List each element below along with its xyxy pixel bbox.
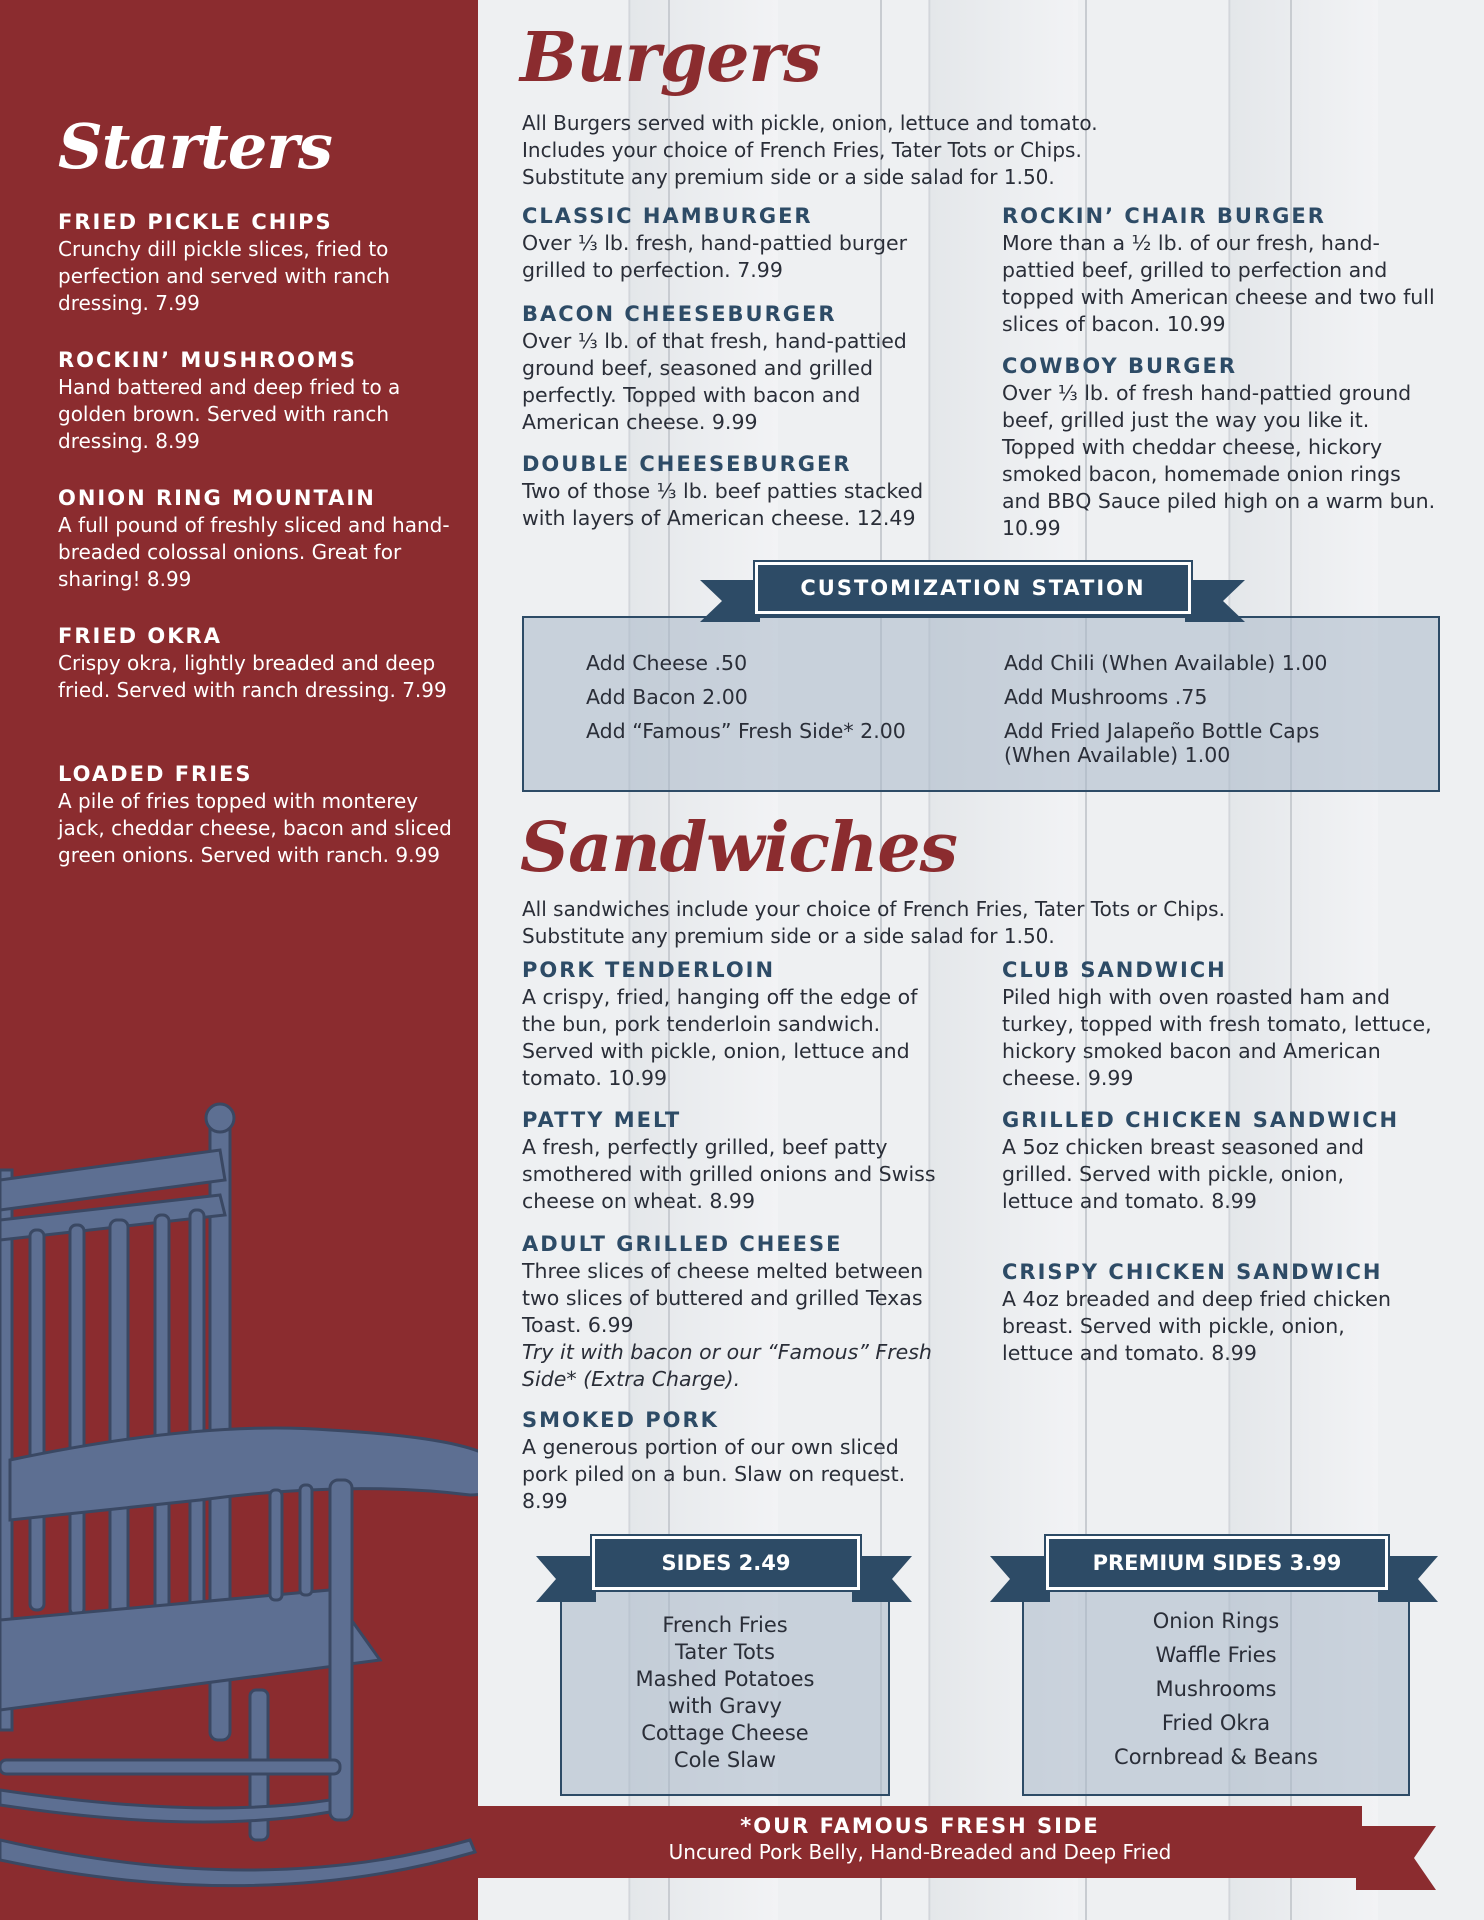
menu-item: [522, 202, 962, 284]
burgers-intro: [522, 110, 1222, 191]
menu-item: [522, 1406, 922, 1515]
item-name: FRIED OKRA: [58, 624, 222, 648]
option-line: Add Chili (When Available) 1.00: [1004, 651, 1328, 675]
menu-item: [1002, 1106, 1412, 1215]
item-name: DOUBLE CHEESEBURGER: [522, 452, 852, 476]
item-name: ROCKIN’ MUSHROOMS: [58, 348, 357, 372]
item-name: FRIED PICKLE CHIPS: [58, 210, 333, 234]
menu-item: [522, 300, 962, 436]
item-desc: More than a ½ lb. of our fresh, hand-pattied beef, grilled to perfection and topped with American cheese and two full slices of bacon. 10.99: [1002, 231, 1435, 336]
item-name: ONION RING MOUNTAIN: [58, 486, 376, 510]
footer-subtitle: Uncured Pork Belly, Hand-Breaded and Deep Fried: [668, 1840, 1172, 1864]
option-line: Add Mushrooms .75: [1004, 685, 1208, 709]
menu-item: [522, 1230, 962, 1393]
item-name: CLASSIC HAMBURGER: [522, 204, 813, 228]
side-item: Mushrooms: [1155, 1677, 1277, 1701]
item-name: PORK TENDERLOIN: [522, 958, 776, 982]
side-item: with Gravy: [668, 1694, 782, 1718]
item-desc: Three slices of cheese melted between two slices of buttered and grilled Texas Toast. 6.99: [522, 1259, 924, 1337]
item-desc: Over ⅓ lb. of that fresh, hand-pattied ground beef, seasoned and grilled perfectly. Topped with bacon and American cheese. 9.99: [522, 329, 907, 434]
option-line: (When Available) 1.00: [1004, 743, 1231, 767]
item-desc: Piled high with oven roasted ham and turkey, topped with fresh tomato, lettuce, hickory smoked bacon and American cheese. 9.99: [1002, 985, 1432, 1090]
intro-line: Substitute any premium side or a side salad for 1.50.: [522, 165, 1055, 189]
item-name: ADULT GRILLED CHEESE: [522, 1232, 843, 1256]
intro-line: Includes your choice of French Fries, Tater Tots or Chips.: [522, 138, 1082, 162]
side-item: Cole Slaw: [673, 1748, 777, 1772]
famous-side-footer: [478, 1806, 1362, 1878]
option-line: Add “Famous” Fresh Side* 2.00: [586, 719, 906, 743]
item-name: SMOKED PORK: [522, 1408, 719, 1432]
item-name: LOADED FRIES: [58, 762, 253, 786]
menu-item: [522, 956, 952, 1092]
starters-title: Starters: [58, 110, 332, 183]
item-desc: A pile of fries topped with monterey jack, cheddar cheese, bacon and sliced green onions. Served with ranch. 9.99: [58, 789, 452, 867]
sides-list: [562, 1612, 888, 1774]
item-name: CLUB SANDWICH: [1002, 958, 1227, 982]
item-name: ROCKIN’ CHAIR BURGER: [1002, 204, 1326, 228]
item-note: Try it with bacon or our “Famous” Fresh Side* (Extra Charge).: [522, 1340, 932, 1391]
starter-item: [58, 348, 458, 455]
item-desc: A full pound of freshly sliced and hand-breaded colossal onions. Great for sharing! 8.99: [58, 513, 450, 591]
starter-item: [58, 624, 458, 704]
item-desc: Two of those ⅓ lb. beef patties stacked with layers of American cheese. 12.49: [522, 479, 924, 530]
side-item: Onion Rings: [1152, 1609, 1280, 1633]
item-desc: Over ⅓ lb. of fresh hand-pattied ground beef, grilled just the way you like it. Topped with cheddar cheese, hickory smoked bacon, homemade onion rings and BBQ Sauce piled high on a warm bun. 10.99: [1002, 381, 1436, 540]
item-desc: A 4oz breaded and deep fried chicken breast. Served with pickle, onion, lettuce and tomato. 8.99: [1002, 1287, 1392, 1365]
side-item: Cornbread & Beans: [1114, 1745, 1318, 1769]
starters-panel: [0, 0, 478, 1920]
side-item: Mashed Potatoes: [635, 1667, 815, 1691]
option-line: Add Cheese .50: [586, 651, 748, 675]
item-desc: Crispy okra, lightly breaded and deep fried. Served with ranch dressing. 7.99: [58, 651, 447, 702]
item-name: BACON CHEESEBURGER: [522, 302, 837, 326]
option-line: Add Bacon 2.00: [586, 685, 748, 709]
menu-item: [1002, 202, 1442, 338]
side-item: Tater Tots: [675, 1640, 775, 1664]
item-name: GRILLED CHICKEN SANDWICH: [1002, 1108, 1400, 1132]
sandwiches-intro: [522, 896, 1282, 950]
side-item: Cottage Cheese: [641, 1721, 809, 1745]
premium-sides-banner: PREMIUM SIDES 3.99: [1046, 1536, 1388, 1590]
customization-box: [522, 616, 1440, 792]
footer-title: *OUR FAMOUS FRESH SIDE: [740, 1814, 1100, 1838]
item-desc: Crunchy dill pickle slices, fried to perfection and served with ranch dressing. 7.99: [58, 237, 390, 315]
starter-item: [58, 210, 458, 317]
customization-banner: CUSTOMIZATION STATION: [755, 562, 1191, 614]
menu-item: [1002, 1258, 1402, 1367]
starter-item: [58, 486, 458, 593]
item-desc: Over ⅓ lb. fresh, hand-pattied burger grilled to perfection. 7.99: [522, 231, 908, 282]
menu-item: [1002, 352, 1442, 542]
item-name: COWBOY BURGER: [1002, 354, 1238, 378]
starter-item: [58, 762, 458, 869]
intro-line: All sandwiches include your choice of French Fries, Tater Tots or Chips.: [522, 897, 1225, 921]
intro-line: Substitute any premium side or a side salad for 1.50.: [522, 924, 1055, 948]
intro-line: All Burgers served with pickle, onion, lettuce and tomato.: [522, 111, 1098, 135]
item-name: PATTY MELT: [522, 1108, 682, 1132]
item-desc: A crispy, fried, hanging off the edge of the bun, pork tenderloin sandwich. Served with pickle, onion, lettuce and tomato. 10.99: [522, 985, 918, 1090]
burgers-title: Burgers: [520, 18, 821, 98]
rocking-chair-illustration: [0, 1100, 478, 1920]
item-desc: A fresh, perfectly grilled, beef patty smothered with grilled onions and Swiss cheese on wheat. 8.99: [522, 1135, 936, 1213]
sides-banner: SIDES 2.49: [592, 1536, 860, 1590]
side-item: Fried Okra: [1161, 1711, 1271, 1735]
menu-item: [522, 1106, 942, 1215]
ribbon-tail: [1356, 1826, 1436, 1890]
item-desc: A 5oz chicken breast seasoned and grilled. Served with pickle, onion, lettuce and tomato. 8.99: [1002, 1135, 1365, 1213]
menu-item: [1002, 956, 1442, 1092]
side-item: French Fries: [662, 1613, 788, 1637]
item-desc: A generous portion of our own sliced pork piled on a bun. Slaw on request. 8.99: [522, 1435, 906, 1513]
premium-sides-list: [1024, 1604, 1408, 1774]
menu-item: [522, 450, 962, 532]
sandwiches-title: Sandwiches: [520, 808, 957, 888]
item-name: CRISPY CHICKEN SANDWICH: [1002, 1260, 1383, 1284]
side-item: Waffle Fries: [1155, 1643, 1277, 1667]
option-line: Add Fried Jalapeño Bottle Caps: [1004, 719, 1320, 743]
item-desc: Hand battered and deep fried to a golden brown. Served with ranch dressing. 8.99: [58, 375, 401, 453]
